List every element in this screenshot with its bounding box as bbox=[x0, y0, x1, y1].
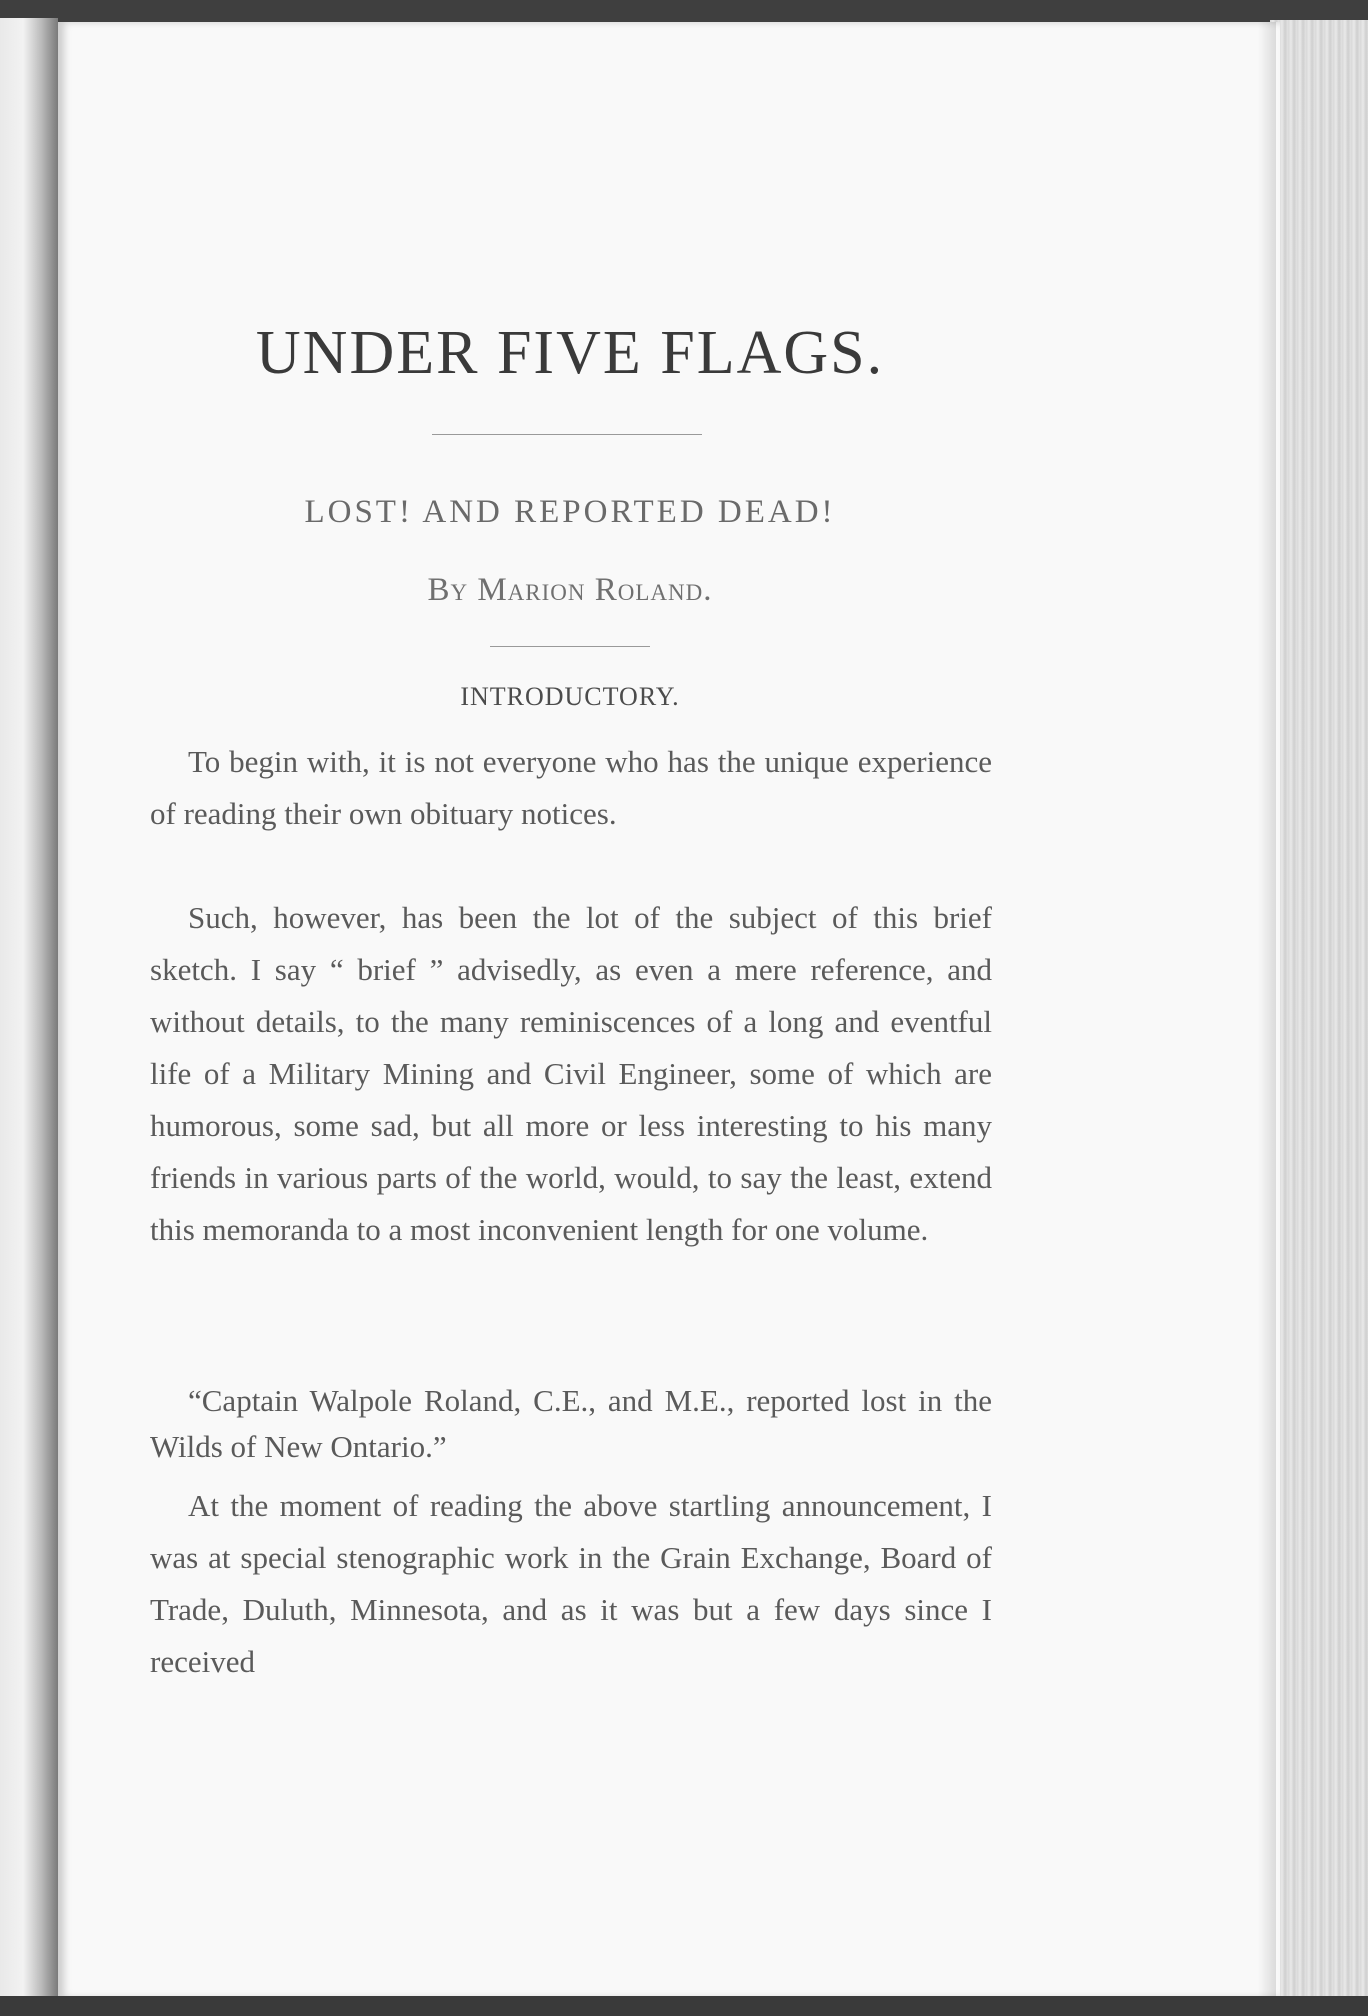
paragraph-2: Such, however, has been the lot of the subject of this brief sketch. I say “ brief ” advisedly, as even a mere reference, and without details, to the many reminiscences of a long and eventful life of a Military Mining and Civil Engineer, some of which are humorous, some sad, but all more or less interesting to his many friends in various parts of the world, would, to say the least, extend this memoranda to a most inconvenient length for one volume. bbox=[150, 900, 992, 1247]
book-fore-edge bbox=[1270, 20, 1368, 1998]
scan-border-bottom bbox=[0, 1996, 1368, 2016]
scan-border-top bbox=[0, 0, 1368, 22]
book-title: UNDER FIVE FLAGS. bbox=[255, 319, 885, 387]
facing-page-edge bbox=[0, 18, 58, 2002]
paragraph-4: At the moment of reading the above startling announcement, I was at special stenographic work in the Grain Exchange, Board of Trade, Duluth, Minnesota, and as it was but a few days since I received bbox=[150, 1488, 992, 1679]
title-rule bbox=[432, 434, 702, 435]
page-edge-shadow bbox=[1258, 22, 1276, 1996]
author-byline: By Marion Roland. bbox=[427, 572, 713, 608]
paragraph-3-quote: “Captain Walpole Roland, C.E., and M.E., reported lost in the Wilds of New Ontario.” bbox=[150, 1383, 992, 1464]
paragraph-1: To begin with, it is not everyone who has the unique experience of reading their own obituary notices. bbox=[150, 744, 992, 831]
byline-rule bbox=[490, 646, 650, 647]
section-heading: INTRODUCTORY. bbox=[460, 682, 680, 711]
chapter-subtitle: LOST! AND REPORTED DEAD! bbox=[304, 494, 836, 530]
